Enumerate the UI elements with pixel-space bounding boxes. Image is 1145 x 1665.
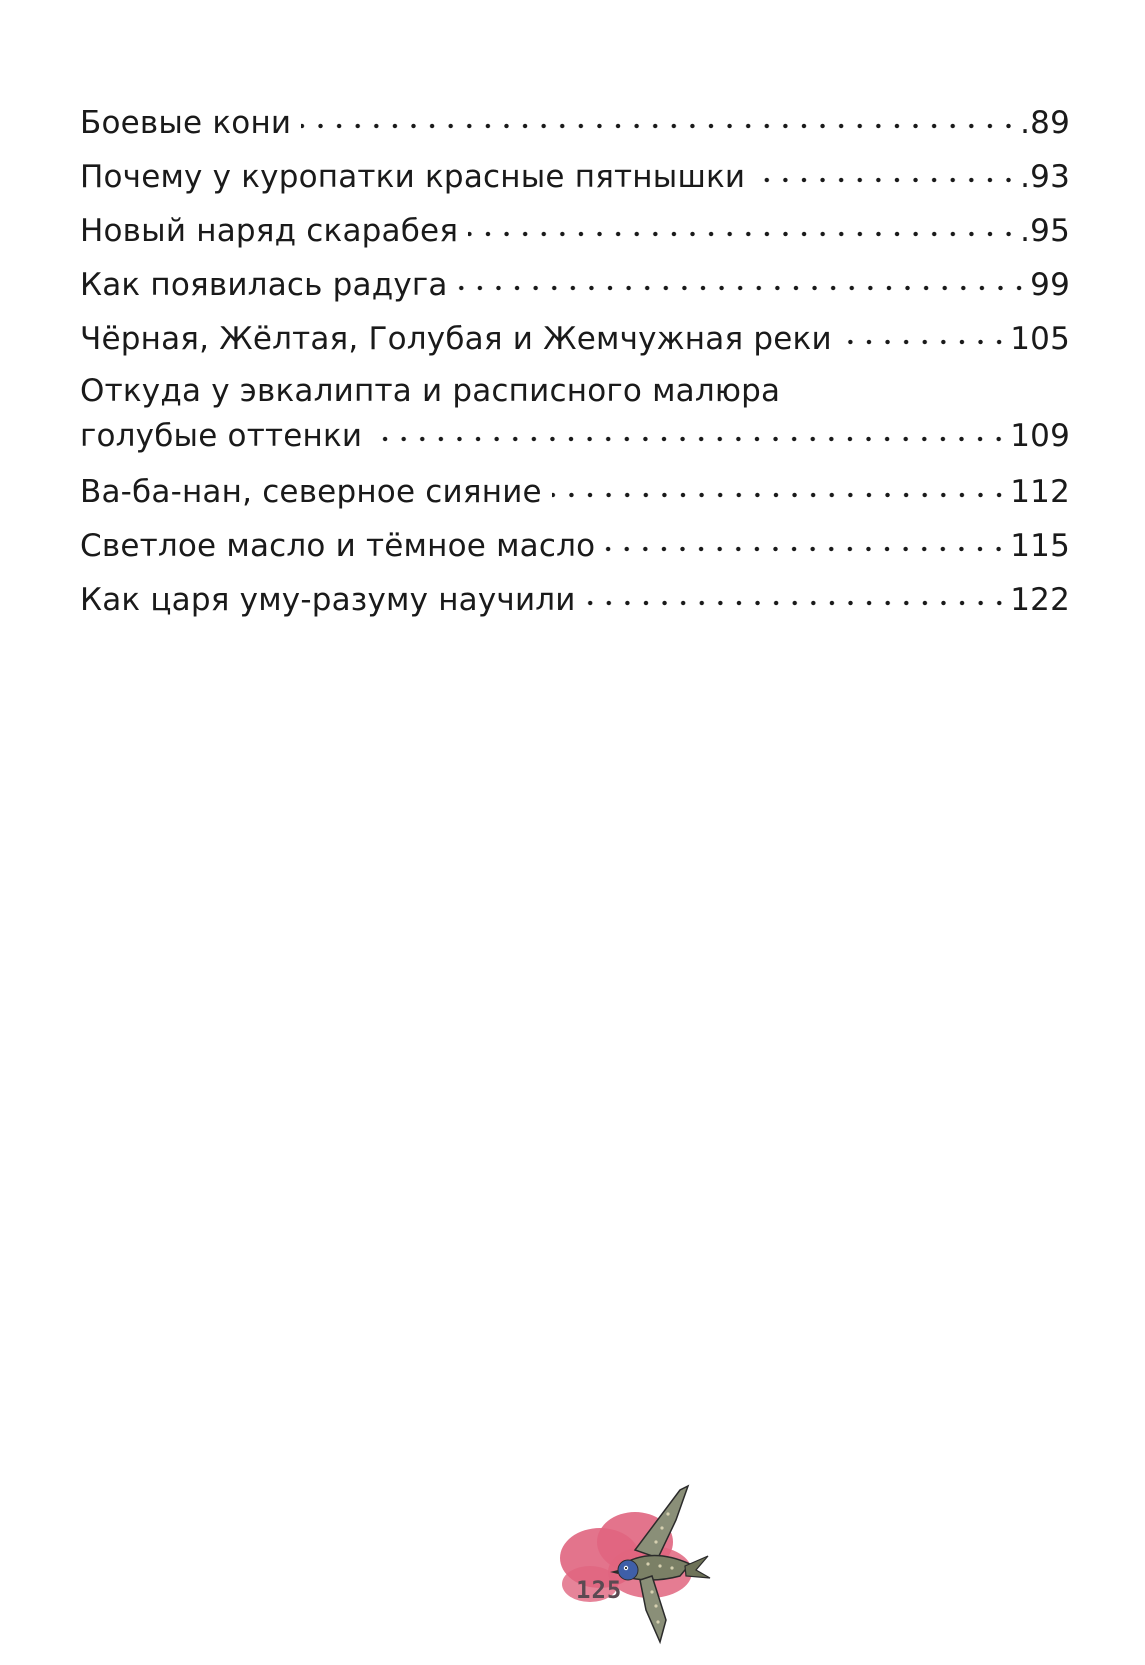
toc-entry[interactable]: [80, 150, 1070, 204]
table-of-contents: [80, 96, 1070, 627]
toc-entry-title: Боевые кони: [80, 105, 292, 141]
toc-entry[interactable]: [80, 573, 1070, 627]
dot-leader: [842, 335, 1008, 349]
toc-entry-page: .95: [1020, 213, 1070, 249]
dot-leader: [458, 281, 1028, 295]
dot-leader: [605, 542, 1008, 556]
toc-entry-title: Новый наряд скарабея: [80, 213, 459, 249]
dot-leader: [552, 488, 1008, 502]
toc-entry-page: 112: [1010, 474, 1070, 510]
swallow-bird-icon: [540, 1480, 760, 1650]
toc-entry-page: .89: [1020, 105, 1070, 141]
toc-entry-title: Как царя уму-разуму научили: [80, 582, 576, 618]
toc-entry-page: 115: [1010, 528, 1070, 564]
dot-leader: [755, 173, 1018, 187]
dot-leader: [372, 432, 1008, 446]
toc-entry-page: .93: [1020, 159, 1070, 195]
toc-entry-title-line1: Откуда у эвкалипта и расписного малюра: [80, 373, 781, 409]
dot-leader: [586, 596, 1009, 610]
toc-entry-page: 109: [1010, 418, 1070, 454]
toc-entry-title: Светлое масло и тёмное масло: [80, 528, 596, 564]
toc-entry[interactable]: [80, 204, 1070, 258]
toc-entry[interactable]: [80, 465, 1070, 519]
toc-entry-page: 122: [1010, 582, 1070, 618]
toc-entry-last-line: [80, 414, 1070, 459]
toc-entry[interactable]: [80, 258, 1070, 312]
toc-entry-title-block: [80, 369, 1070, 459]
toc-entry-title: Почему у куропатки красные пятнышки: [80, 159, 746, 195]
dot-leader: [468, 227, 1018, 241]
dot-leader: [301, 119, 1018, 133]
toc-entry[interactable]: [80, 369, 1070, 459]
toc-entry-title: Ва-ба-нан, северное сияние: [80, 474, 542, 510]
toc-entry-title-line2: голубые оттенки: [80, 418, 363, 454]
toc-entry-title: Чёрная, Жёлтая, Голубая и Жемчужная реки: [80, 321, 832, 357]
toc-entry-page: 99: [1030, 267, 1070, 303]
toc-entry[interactable]: [80, 312, 1070, 366]
page-footer: [540, 1480, 760, 1650]
page-number: 125: [576, 1576, 623, 1604]
toc-entry-title: Как появилась радуга: [80, 267, 448, 303]
toc-entry-page: 105: [1010, 321, 1070, 357]
toc-entry[interactable]: [80, 519, 1070, 573]
toc-entry[interactable]: [80, 96, 1070, 150]
